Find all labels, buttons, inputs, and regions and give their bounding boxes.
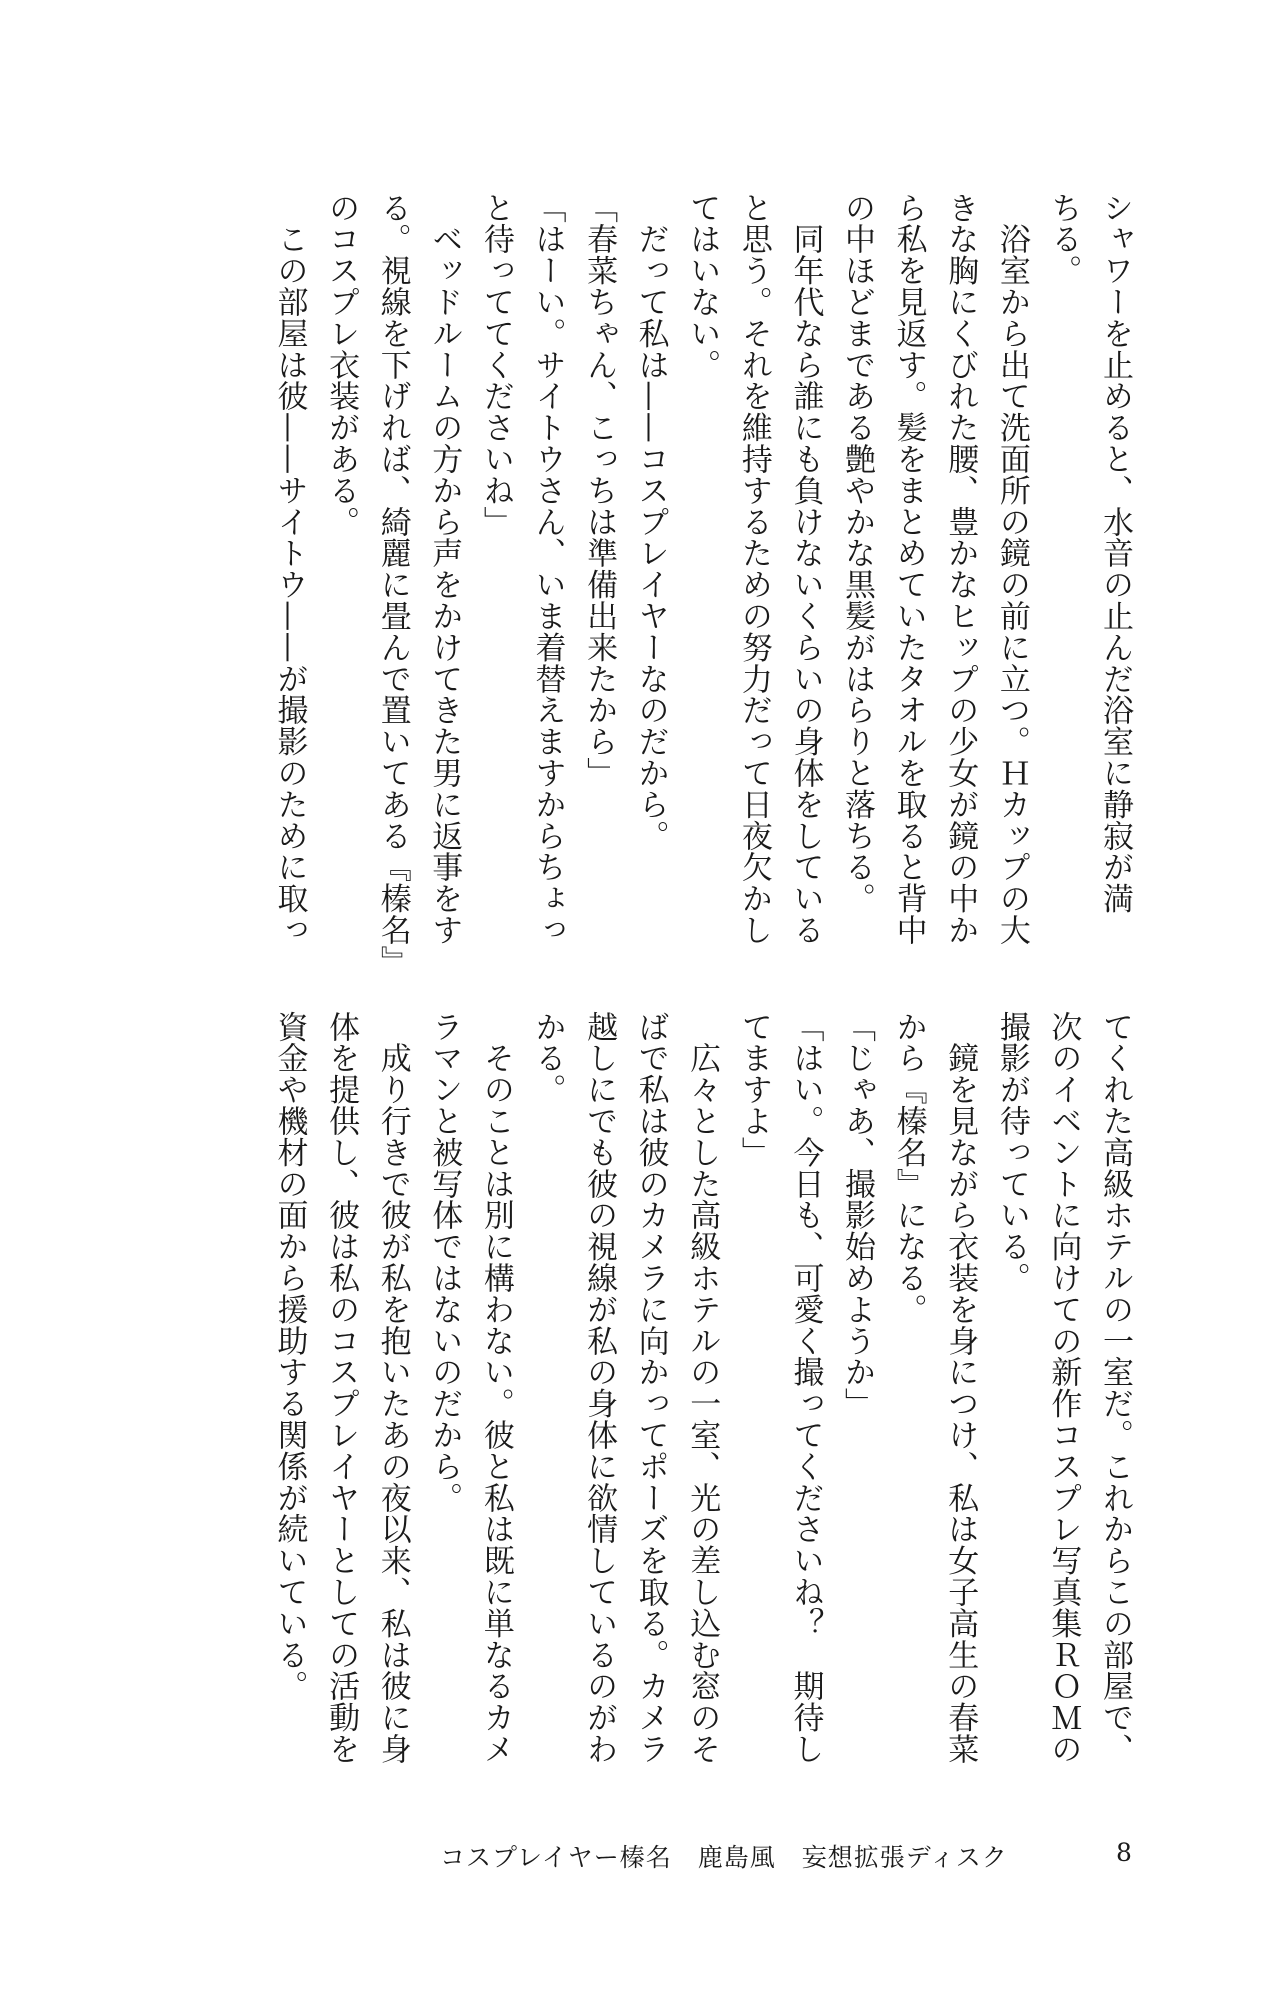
- text-line: 「はい。今日も、可愛く撮ってくださいね？ 期待し: [787, 1011, 824, 1765]
- text-line: 撮影が待っている。: [993, 1011, 1030, 1294]
- text-line: ラマンと被写体ではないのだから。: [426, 1011, 463, 1514]
- text-line: てくれた高級ホテルの一室だ。これからこの部屋で、: [1097, 1011, 1133, 1765]
- text-line: てはいない。: [684, 192, 721, 381]
- text-line: 越しにでも彼の視線が私の身体に欲情しているのがわ: [581, 1011, 618, 1765]
- text-line: ら私を見返す。髪をまとめていたタオルを取ると背中: [890, 192, 927, 946]
- text-line: この部屋は彼——サイトウ——が撮影のために取っ: [271, 192, 308, 946]
- body-text-lower: [263, 1011, 1140, 1771]
- running-footer-title: コスプレイヤー榛名 鹿島風 妄想拡張ディスク: [440, 1843, 1008, 1872]
- body-text-upper: [263, 192, 1140, 977]
- text-line: ちる。: [1045, 192, 1082, 287]
- text-line: る。視線を下げれば、綺麗に畳んで置いてある『榛名』: [374, 192, 411, 977]
- text-line: の中ほどまである艶やかな黒髪がはらりと落ちる。: [839, 192, 876, 915]
- text-line: から『榛名』になる。: [890, 1011, 927, 1325]
- text-line: 同年代なら誰にも負けないくらいの身体をしている: [787, 192, 824, 946]
- text-line: かる。: [529, 1011, 566, 1106]
- text-line: と思う。それを維持するための努力だって日夜欠かし: [735, 192, 772, 946]
- text-line: ばで私は彼のカメラに向かってポーズを取る。カメラ: [632, 1011, 669, 1765]
- text-line: シャワーを止めると、水音の止んだ浴室に静寂が満: [1097, 192, 1133, 915]
- text-line: 「じゃあ、撮影始めようか」: [839, 1011, 876, 1420]
- page-number: 8: [1116, 1838, 1133, 1867]
- text-line: だって私は——コスプレイヤーなのだから。: [632, 192, 669, 852]
- text-line: きな胸にくびれた腰、豊かなヒップの少女が鏡の中か: [942, 192, 979, 946]
- text-line: 次のイベントに向けての新作コスプレ写真集ＲＯＭの: [1045, 1011, 1082, 1765]
- text-line: そのことは別に構わない。彼と私は既に単なるカメ: [477, 1011, 514, 1765]
- text-line: 成り行きで彼が私を抱いたあの夜以来、私は彼に身: [374, 1011, 411, 1765]
- text-line: と待っててくださいね」: [477, 192, 514, 538]
- text-line: 体を提供し、彼は私のコスプレイヤーとしての活動を: [323, 1011, 360, 1765]
- text-line: 「はーい。サイトウさん、いま着替えますからちょっ: [529, 192, 566, 946]
- text-line: 「春菜ちゃん、こっちは準備出来たから」: [581, 192, 618, 789]
- text-line: ベッドルームの方から声をかけてきた男に返事をす: [426, 192, 463, 946]
- text-line: 資金や機材の面から援助する関係が続いている。: [271, 1011, 308, 1702]
- text-line: てますよ」: [735, 1011, 772, 1168]
- text-line: のコスプレ衣装がある。: [323, 192, 360, 538]
- text-line: 浴室から出て洗面所の鏡の前に立つ。Ｈカップの大: [993, 192, 1030, 946]
- text-line: 鏡を見ながら衣装を身につけ、私は女子高生の春菜: [942, 1011, 979, 1765]
- text-line: 広々とした高級ホテルの一室、光の差し込む窓のそ: [684, 1011, 721, 1765]
